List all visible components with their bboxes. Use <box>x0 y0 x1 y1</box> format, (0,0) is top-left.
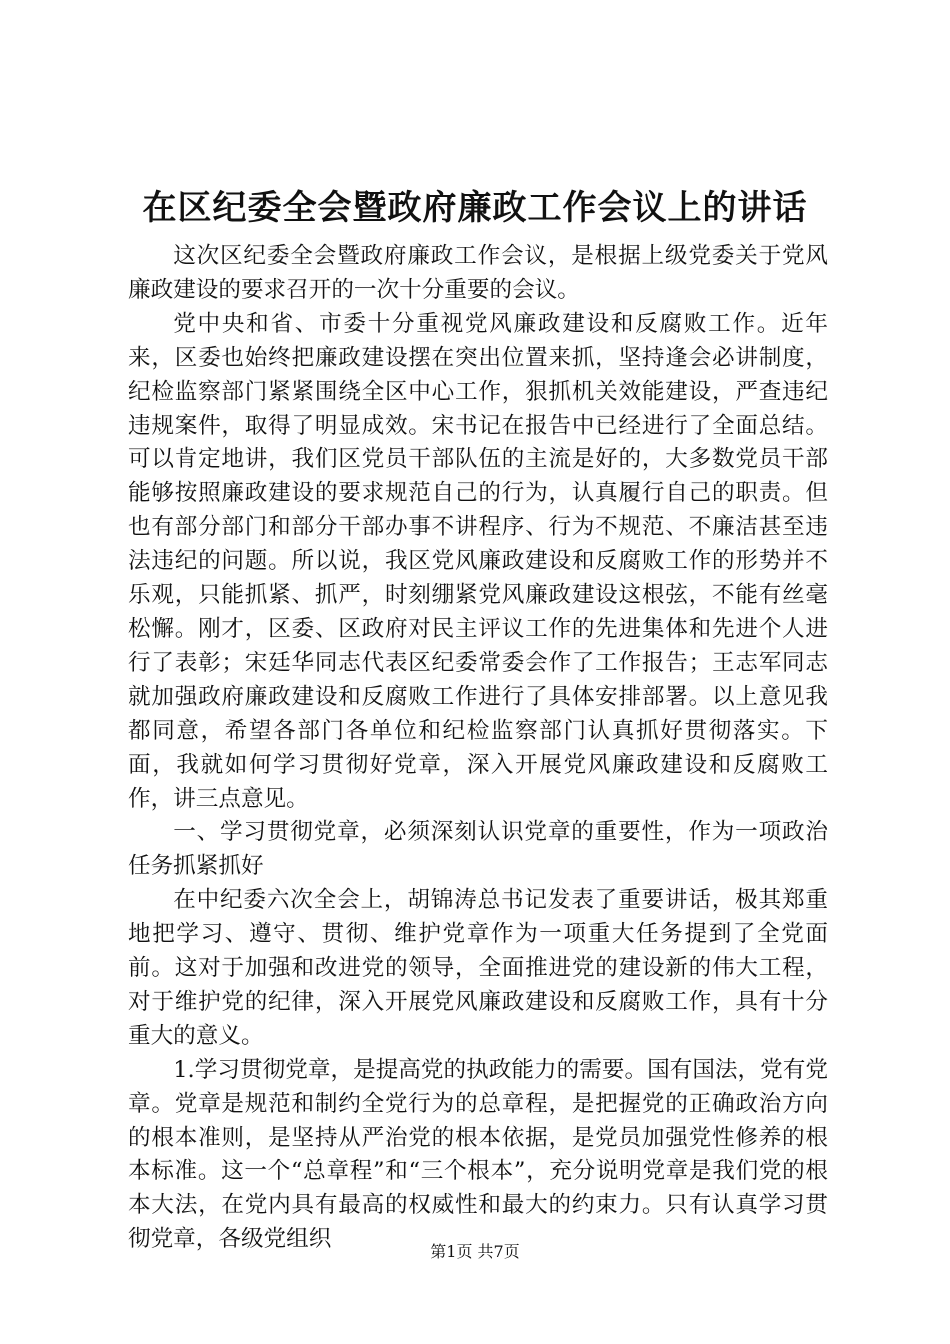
document-body <box>128 240 828 1257</box>
paragraph: 这次区纪委全会暨政府廉政工作会议，是根据上级党委关于党风廉政建设的要求召开的一次十分重要的会议。 <box>128 243 828 303</box>
document-title: 在区纪委全会暨政府廉政工作会议上的讲话 <box>142 188 808 228</box>
section-heading: 一、学习贯彻党章，必须深刻认识党章的重要性，作为一项政治任务抓紧抓好 <box>128 819 828 880</box>
paragraph: 1.学习贯彻党章，是提高党的执政能力的需要。国有国法，党有党章。党章是规范和制约全党行为的总章程，是把握党的正确政治方向的根本准则，是坚持从严治党的根本依据，是党员加强党性修养的根本标准。这一个“总章程”和“三个根本”，充分说明党章是我们党的根本大法，在党内具有最高的权威性和最大的约束力。只有认真学习贯彻党章，各级党组织 <box>128 1056 828 1253</box>
page-footer: 第1页 共7页 <box>430 1242 520 1261</box>
paragraph: 在中纪委六次全会上，胡锦涛总书记发表了重要讲话，极其郑重地把学习、遵守、贯彻、维护党章作为一项重大任务提到了全党面前。这对于加强和改进党的领导，全面推进党的建设新的伟大工程，对于维护党的纪律，深入开展党风廉政建设和反腐败工作，具有十分重大的意义。 <box>128 887 828 1049</box>
paragraph: 党中央和省、市委十分重视党风廉政建设和反腐败工作。近年来，区委也始终把廉政建设摆在突出位置来抓，坚持逢会必讲制度，纪检监察部门紧紧围绕全区中心工作，狠抓机关效能建设，严查违纪违规案件，取得了明显成效。宋书记在报告中已经进行了全面总结。可以肯定地讲，我们区党员干部队伍的主流是好的，大多数党员干部能够按照廉政建设的要求规范自己的行为，认真履行自己的职责。但也有部分部门和部分干部办事不讲程序、行为不规范、不廉洁甚至违法违纪的问题。所以说，我区党风廉政建设和反腐败工作的形势并不乐观，只能抓紧、抓严，时刻绷紧党风廉政建设这根弦，不能有丝毫松懈。刚才，区委、区政府对民主评议工作的先进集体和先进个人进行了表彰；宋廷华同志代表区纪委常委会作了工作报告；王志军同志就加强政府廉政建设和反腐败工作进行了具体安排部署。以上意见我都同意，希望各部门各单位和纪检监察部门认真抓好贯彻落实。下面，我就如何学习贯彻好党章，深入开展党风廉政建设和反腐败工作，讲三点意见。 <box>128 310 828 812</box>
